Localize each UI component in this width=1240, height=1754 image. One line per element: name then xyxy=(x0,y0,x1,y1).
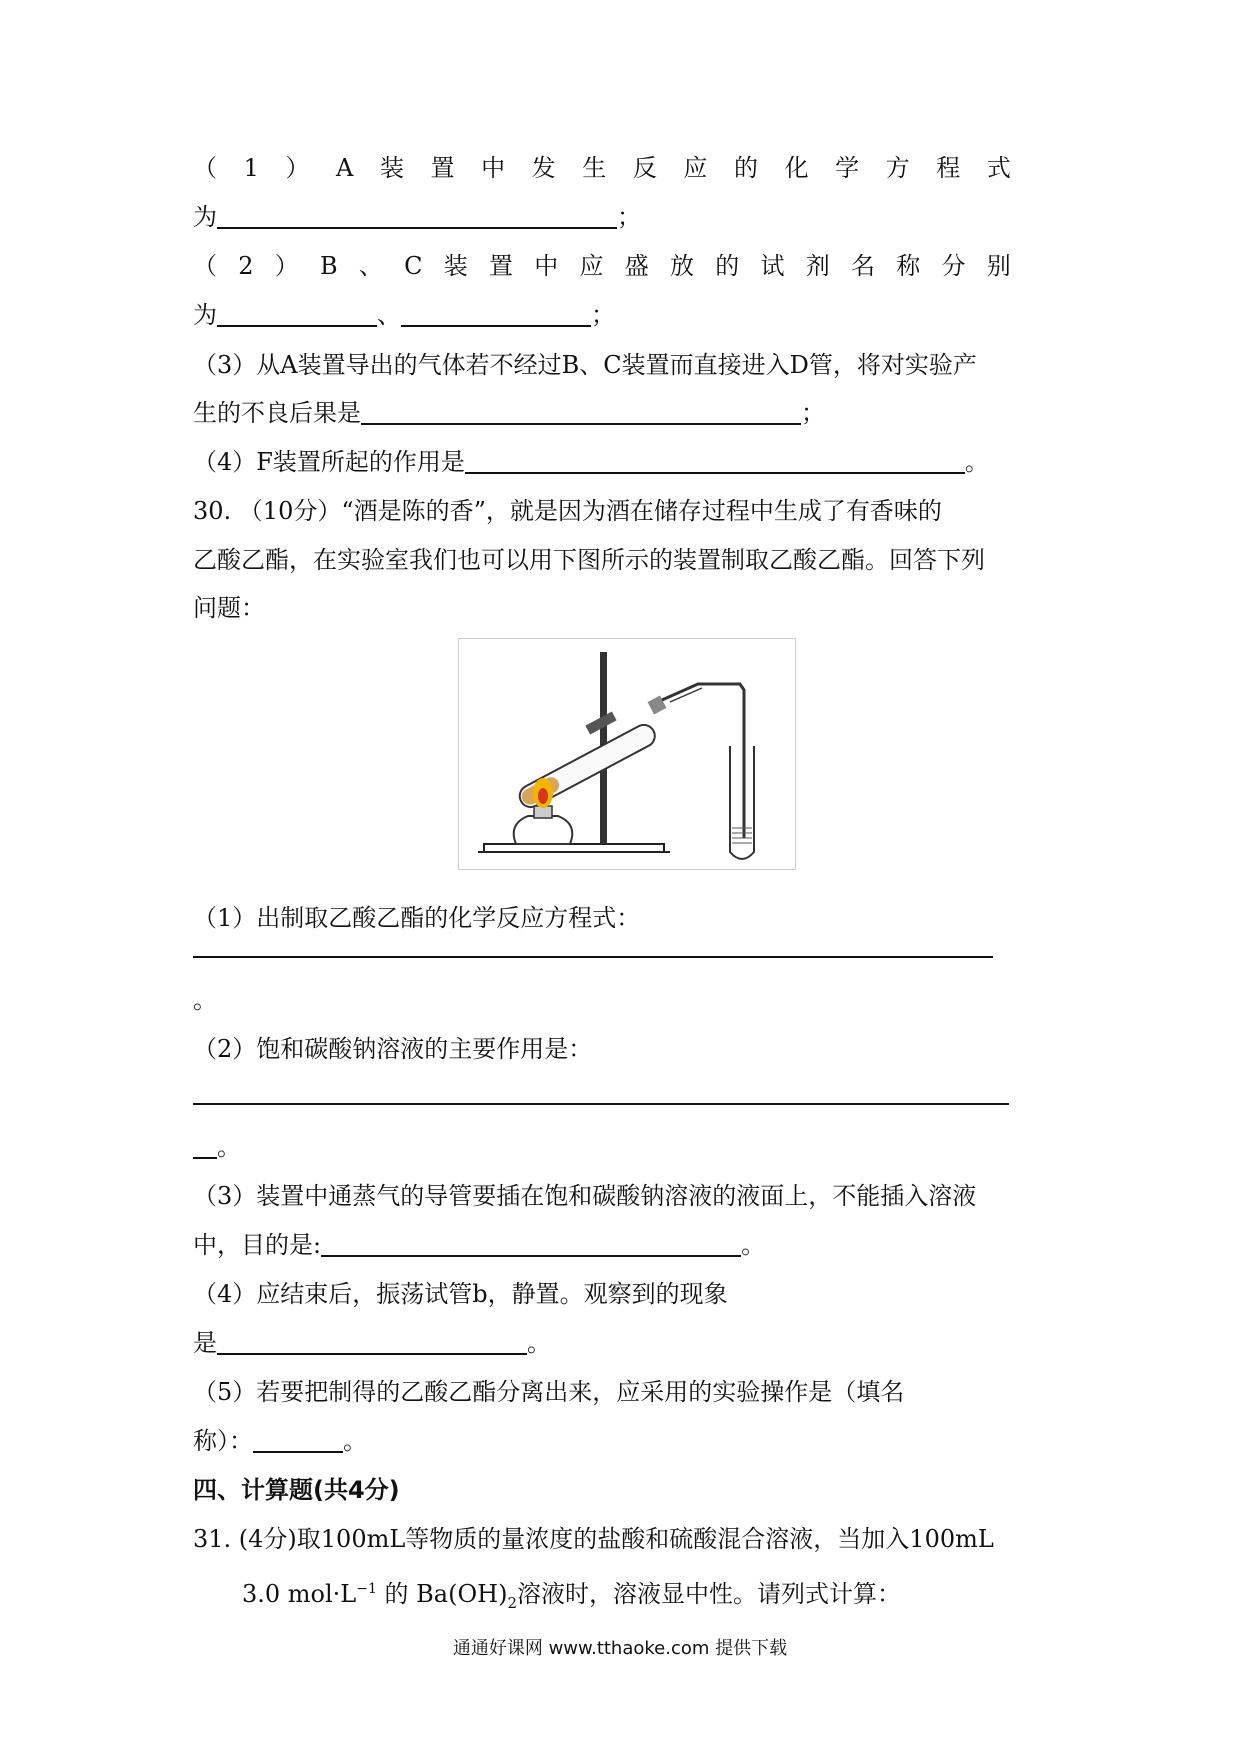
q31-line1: 31. (4分)取100mL等物质的量浓度的盐酸和硫酸混合溶液，当加入100mL xyxy=(193,1525,994,1553)
spread-char: 1 xyxy=(243,154,259,182)
answer-blank[interactable] xyxy=(217,301,377,327)
q30-1-prompt: （1）出制取乙酸乙酯的化学反应方程式： xyxy=(193,904,641,932)
spread-char: 分 xyxy=(941,252,966,280)
spread-char: 式 xyxy=(986,154,1011,182)
q30-5-line1: （5）若要把制得的乙酸乙酯分离出来，应采用的实验操作是（填名 xyxy=(193,1378,905,1406)
spread-char: （ xyxy=(193,154,217,182)
spread-char: 、 xyxy=(358,252,383,280)
spread-char: （ xyxy=(193,252,217,280)
spread-char: A xyxy=(336,154,354,182)
spread-char: 生 xyxy=(582,154,607,182)
spread-char: 中 xyxy=(534,252,559,280)
answer-blank[interactable] xyxy=(217,1329,527,1355)
spread-char: 放 xyxy=(670,252,695,280)
q29-3-line1: （3）从A装置导出的气体若不经过B、C装置而直接进入D管，将对实验产 xyxy=(193,351,977,379)
q30-1-end: 。 xyxy=(193,986,217,1014)
q30-3-line2: 中，目的是: 。 xyxy=(193,1231,766,1259)
spread-char: 的 xyxy=(715,252,740,280)
spread-char: 的 xyxy=(733,154,758,182)
spread-char: 发 xyxy=(531,154,556,182)
spread-char: 别 xyxy=(986,252,1011,280)
q30-stem-line3: 问题： xyxy=(193,594,265,622)
spread-char: 2 xyxy=(238,252,254,280)
q30-5-line2: 称）： 。 xyxy=(193,1427,367,1455)
answer-line[interactable] xyxy=(193,956,993,958)
page-footer: 通通好课网 www.tthaoke.com 提供下载 xyxy=(452,1638,788,1659)
spread-char: 盛 xyxy=(624,252,649,280)
spread-char: 装 xyxy=(379,154,404,182)
spread-char: 称 xyxy=(896,252,921,280)
answer-blank[interactable] xyxy=(361,399,801,425)
answer-blank[interactable] xyxy=(193,1133,217,1159)
answer-blank[interactable] xyxy=(321,1231,741,1257)
q29-1-line1 xyxy=(193,153,1011,183)
answer-line[interactable] xyxy=(193,1103,1009,1105)
spread-char: 应 xyxy=(579,252,604,280)
ethyl-acetate-apparatus-figure xyxy=(458,638,796,870)
q30-4-line2: 是 。 xyxy=(193,1329,551,1357)
spread-char: ） xyxy=(274,252,299,280)
q29-2-line1 xyxy=(193,251,1011,281)
answer-blank[interactable] xyxy=(217,203,617,229)
spread-char: 装 xyxy=(443,252,468,280)
q30-2-prompt: （2）饱和碳酸钠溶液的主要作用是： xyxy=(193,1035,593,1063)
q29-3-line2: 生的不良后果是 ； xyxy=(193,399,825,427)
spread-char: 中 xyxy=(481,154,506,182)
spread-char: 试 xyxy=(760,252,785,280)
answer-blank[interactable] xyxy=(465,448,965,474)
q30-stem-line1: 30. （10分）“酒是陈的香”，就是因为酒在储存过程中生成了有香味的 xyxy=(193,497,942,525)
q29-4-line: （4）F装置所起的作用是 。 xyxy=(193,448,989,476)
spread-char: 置 xyxy=(489,252,514,280)
spread-char: 反 xyxy=(632,154,657,182)
answer-blank[interactable] xyxy=(401,301,591,327)
spread-char: B xyxy=(320,252,338,280)
q30-3-line1: （3）装置中通蒸气的导管要插在饱和碳酸钠溶液的液面上，不能插入溶液 xyxy=(193,1182,977,1210)
q30-4-line1: （4）应结束后，振荡试管b，静置。观察到的现象 xyxy=(193,1280,728,1308)
spread-char: 方 xyxy=(885,154,910,182)
q31-line2: 3.0 $mol\cdot L^{-1}$ 的 $Ba(OH)_2$溶液时，溶液显中性。请列式计算： xyxy=(242,1580,901,1612)
answer-blank[interactable] xyxy=(253,1427,343,1453)
spread-char: 名 xyxy=(851,252,876,280)
q30-2-end: 。 xyxy=(193,1132,241,1162)
q29-1-line2: 为 ； xyxy=(193,203,641,231)
q30-stem-line2: 乙酸乙酯，在实验室我们也可以用下图所示的装置制取乙酸乙酯。回答下列 xyxy=(193,546,985,574)
spread-char: 化 xyxy=(784,154,809,182)
spread-char: 剂 xyxy=(805,252,830,280)
spread-char: ） xyxy=(285,154,310,182)
section-title: 四、计算题(共4分) xyxy=(193,1476,400,1504)
spread-char: C xyxy=(404,252,423,280)
spread-char: 程 xyxy=(936,154,961,182)
q29-2-line2: 为 、 ； xyxy=(193,301,615,329)
spread-char: 学 xyxy=(835,154,860,182)
spread-char: 置 xyxy=(430,154,455,182)
spread-char: 应 xyxy=(683,154,708,182)
